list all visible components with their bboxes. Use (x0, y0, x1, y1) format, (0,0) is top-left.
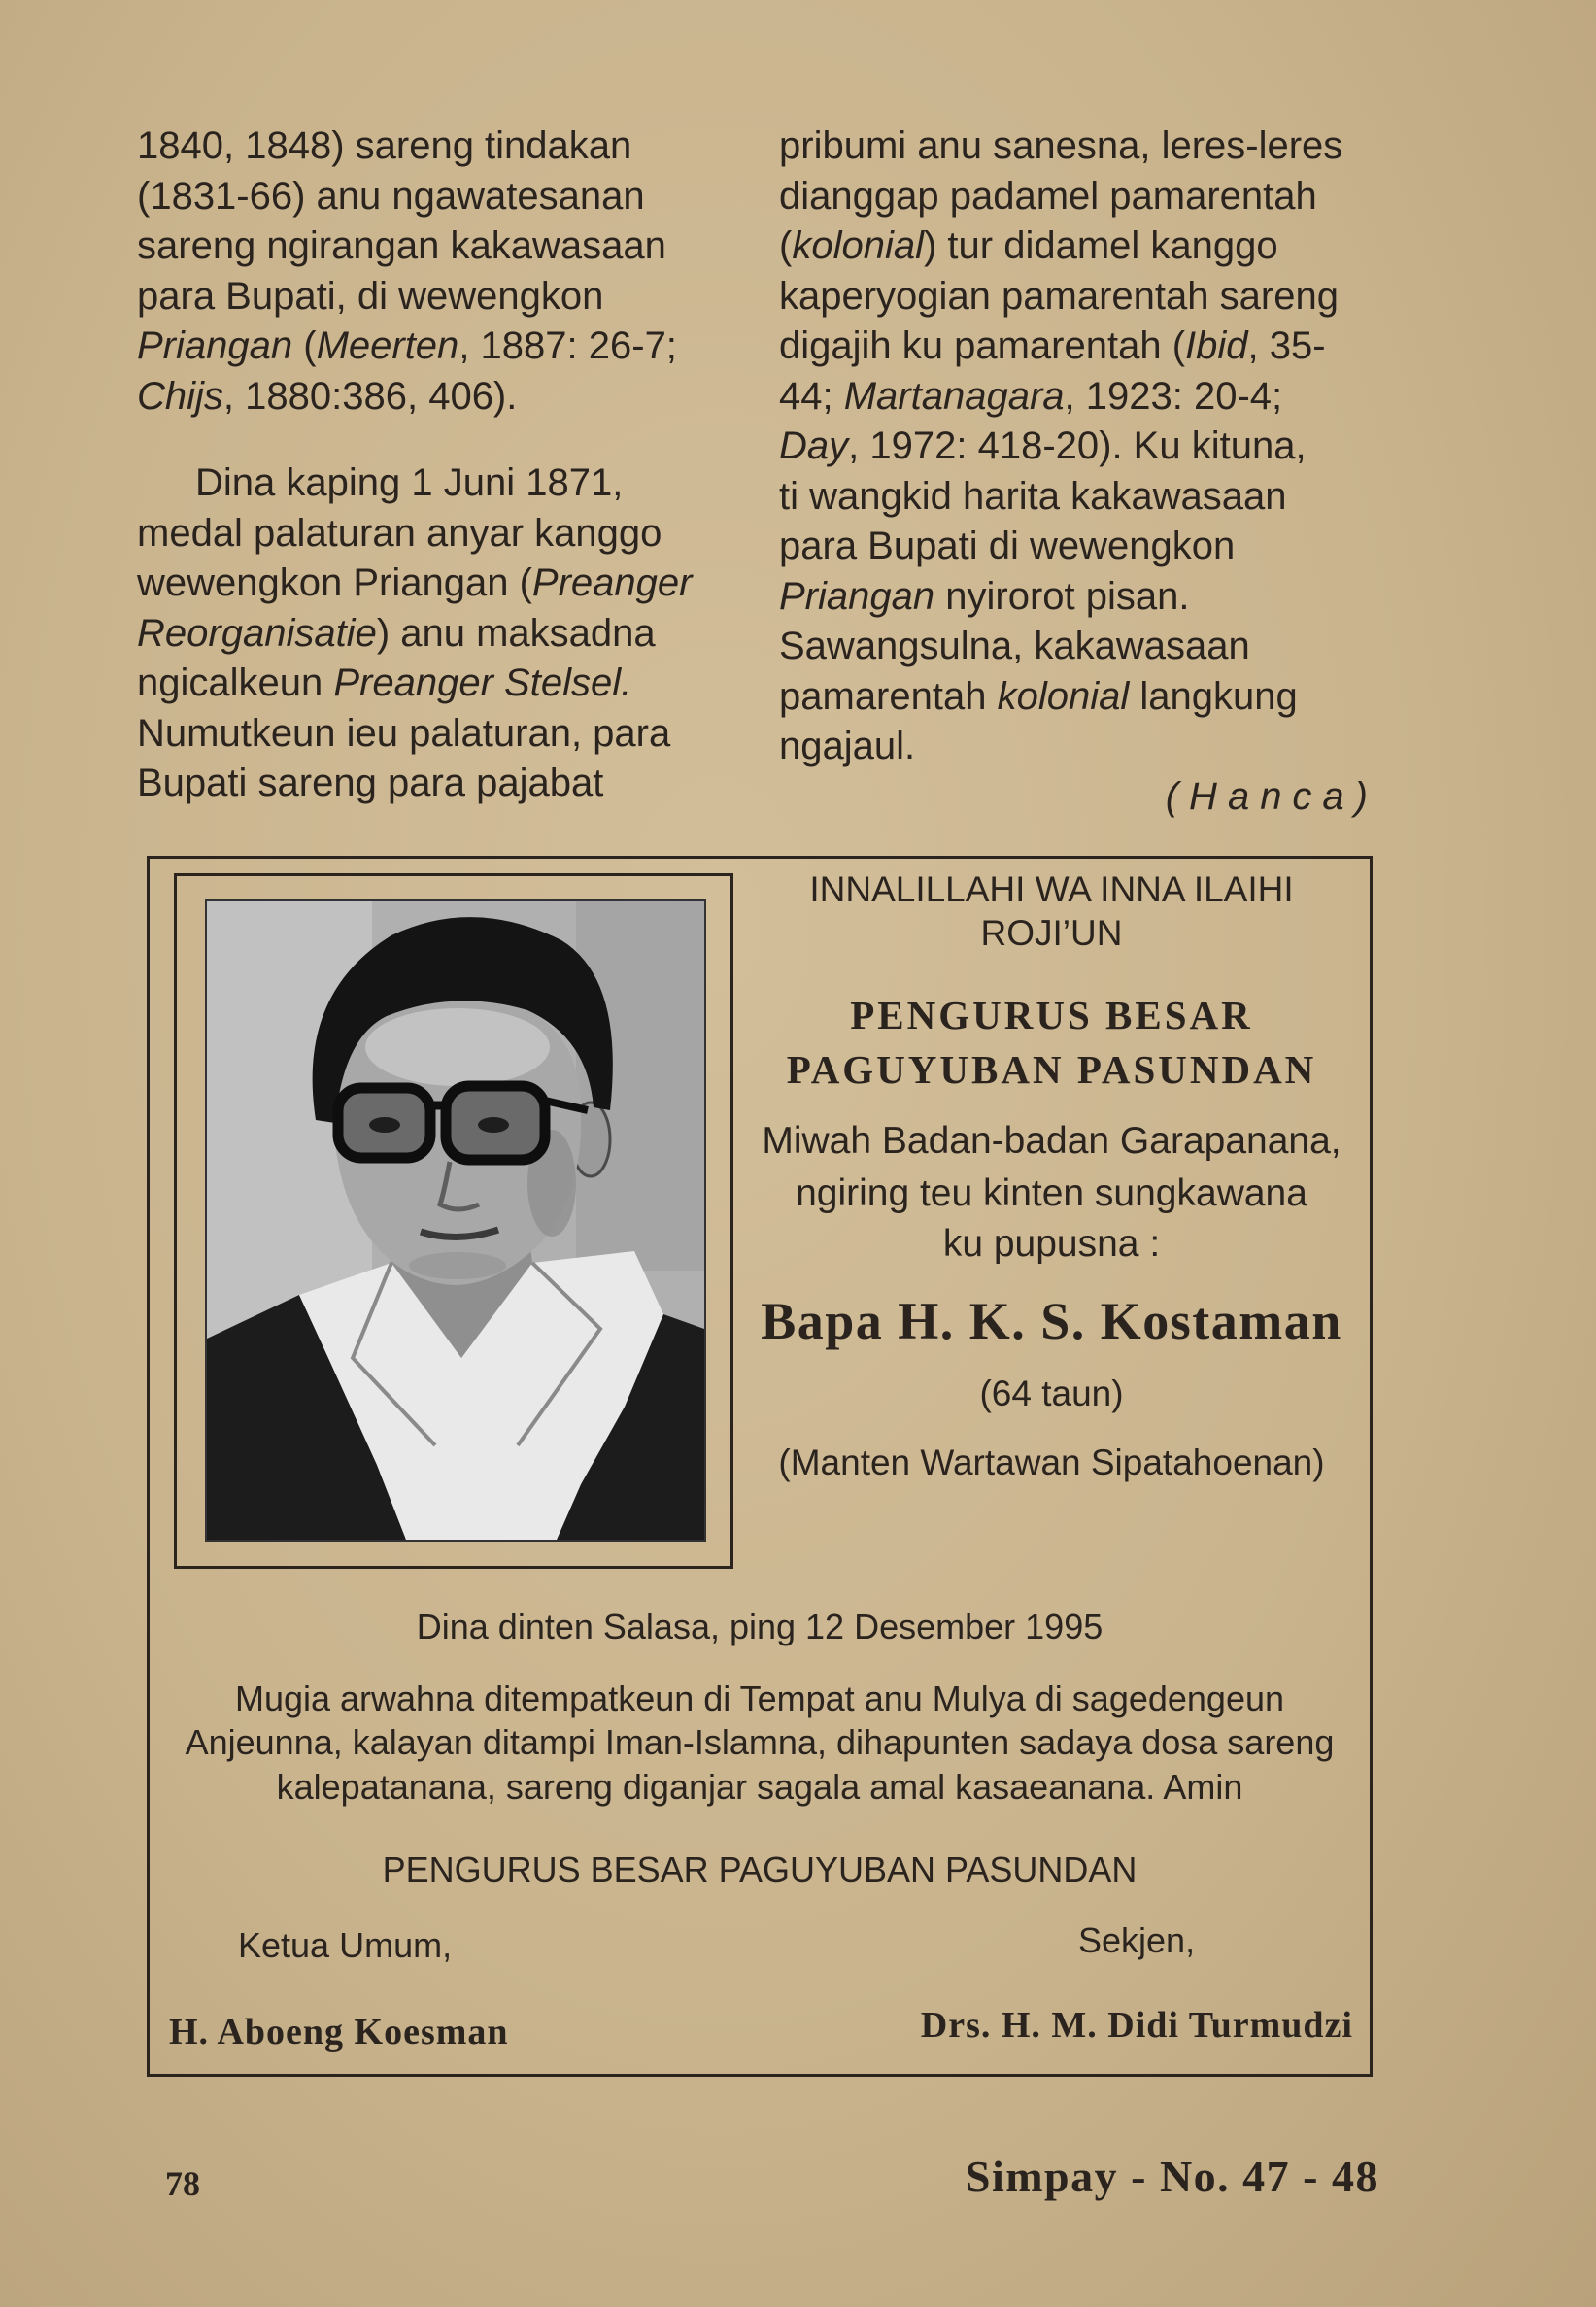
continued-label: (Hanca) (1165, 774, 1378, 818)
page-number: 78 (165, 2164, 200, 2203)
text-run: ) anu maksadna (376, 611, 656, 655)
article-line (137, 609, 720, 660)
secretary-title: Sekjen, (1078, 1920, 1196, 1960)
left-eye (369, 1117, 400, 1133)
text-run: 44; (779, 374, 844, 418)
forehead-highlight (365, 1008, 550, 1086)
article-right-column (779, 121, 1378, 822)
italic-term: Priangan (137, 324, 293, 367)
text-run: ( (292, 324, 317, 367)
article-line: pribumi anu sanesna, leres-leres (779, 124, 1343, 167)
text-run: , 1880:386, 406). (222, 374, 518, 418)
condolence-text: Miwah Badan-badan Garapanana, (762, 1120, 1341, 1162)
article-line: (1831-66) anu ngawatesanan (137, 174, 645, 218)
article-left-column (137, 121, 720, 809)
article-line: para Bupati, di wewengkon (137, 274, 604, 318)
prayer-text: Anjeunna, kalayan ditampi Iman-Islamna, dihapunten sadaya dosa sareng (185, 1722, 1335, 1762)
photo-frame (174, 873, 733, 1569)
text-run: , 1972: 418-20). Ku kituna, (848, 424, 1307, 467)
text-run: , 1923: 20-4; (1064, 374, 1283, 418)
article-line: dianggap padamel pamarentah (779, 174, 1317, 218)
chin-shadow (409, 1252, 506, 1279)
right-eye (478, 1117, 509, 1133)
article-line: Sawangsulna, kakawasaan (779, 625, 1250, 667)
obituary-box (147, 856, 1373, 2077)
deceased-name: Bapa H. K. S. Kostaman (761, 1292, 1342, 1350)
text-run: digajih ku pamarentah ( (779, 324, 1186, 367)
article-line (779, 322, 1368, 372)
condolence-heading: ROJI’UN (980, 913, 1123, 953)
article-line: medal palaturan anyar kanggo (137, 511, 662, 555)
italic-term: Meerten (316, 324, 459, 367)
article-line: ti wangkid harita kakawasaan (779, 474, 1287, 518)
italic-term: kolonial (792, 224, 924, 267)
article-line (137, 372, 720, 423)
chair-title: Ketua Umum, (238, 1925, 453, 1965)
deceased-role: (Manten Wartawan Sipatahoenan) (778, 1442, 1325, 1482)
article-line: sareng ngirangan kakawasaan (137, 224, 666, 267)
italic-term: Reorganisatie (137, 611, 377, 655)
article-line (779, 672, 1368, 723)
portrait-photo (207, 901, 704, 1540)
text-run: nyirorot pisan. (934, 574, 1190, 618)
italic-term: Day (779, 424, 849, 467)
condolence-heading: INNALILLAHI WA INNA ILAIHI (809, 869, 1294, 909)
text-run: wewengkon Priangan ( (137, 561, 532, 604)
article-line (137, 322, 720, 372)
publication-issue: Simpay - No. 47 - 48 (965, 2152, 1379, 2201)
article-line: ngajaul. (779, 725, 916, 767)
prayer-text: Mugia arwahna ditempatkeun di Tempat anu Mulya di sagedengeun (234, 1679, 1285, 1718)
article-line: Numutkeun ieu palaturan, para (137, 711, 671, 755)
article-line (137, 659, 720, 709)
prayer-text: kalepatanana, sareng diganjar sagala amal kasaeanana. Amin (276, 1767, 1243, 1807)
text-run: ( (779, 224, 793, 267)
text-run: pamarentah (779, 674, 998, 718)
italic-term: Priangan (779, 574, 935, 618)
text-run: ) tur didamel kanggo (923, 224, 1278, 267)
organization-name: PENGURUS BESAR (850, 993, 1253, 1037)
article-line (779, 221, 1368, 272)
organization-name: PAGUYUBAN PASUNDAN (786, 1047, 1317, 1092)
article-line: 1840, 1848) sareng tindakan (137, 124, 632, 167)
text-run: , 1887: 26-7; (458, 324, 677, 367)
deceased-age: (64 taun) (979, 1374, 1124, 1413)
text-run: langkung (1129, 674, 1298, 718)
article-line (137, 559, 720, 609)
date-of-death: Dina dinten Salasa, ping 12 Desember 1995 (416, 1607, 1104, 1646)
italic-term: kolonial (997, 674, 1130, 718)
article-line: kaperyogian pamarentah sareng (779, 274, 1339, 318)
secretary-name: Drs. H. M. Didi Turmudzi (920, 2005, 1353, 2046)
article-line: Dina kaping 1 Juni 1871, (195, 461, 624, 504)
obituary-announcement (735, 859, 1368, 1539)
chair-name: H. Aboeng Koesman (169, 2012, 509, 2053)
article-line (779, 572, 1368, 623)
article-line (779, 372, 1368, 423)
italic-term: Martanagara (843, 374, 1065, 418)
italic-term: Chijs (137, 374, 223, 418)
article-line: Bupati sareng para pajabat (137, 762, 604, 804)
condolence-text: ngiring teu kinten sungkawana (796, 1172, 1307, 1214)
text-run: , 35- (1247, 324, 1326, 367)
condolence-text: ku pupusna : (942, 1223, 1161, 1265)
article-line (779, 422, 1368, 472)
italic-term: Preanger Stelsel. (333, 662, 632, 704)
italic-term: Preanger (531, 561, 693, 604)
italic-term: Ibid (1185, 324, 1248, 367)
signatory-organization: PENGURUS BESAR PAGUYUBAN PASUNDAN (382, 1849, 1138, 1889)
article-line: para Bupati di wewengkon (779, 525, 1236, 567)
text-run: ngicalkeun (137, 662, 334, 704)
